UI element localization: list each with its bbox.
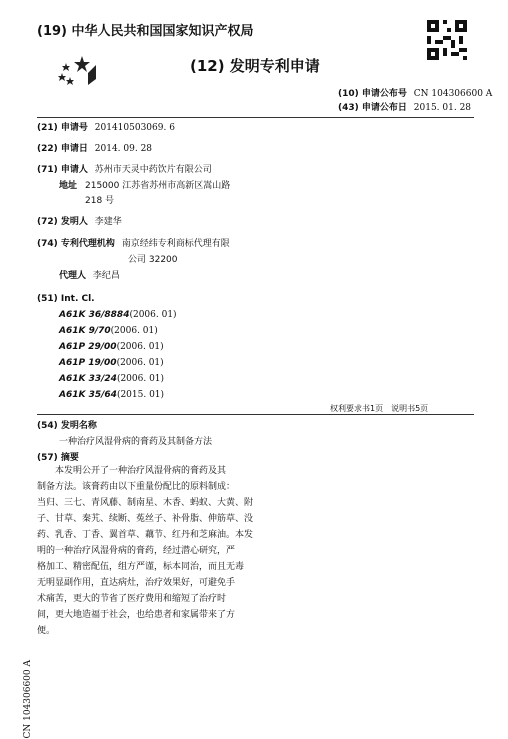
pub-date: 2015. 01. 28 xyxy=(413,103,472,113)
pub-date-row xyxy=(338,102,471,114)
divider-bottom xyxy=(37,414,474,415)
inventor-row xyxy=(37,216,122,228)
ipc-version: (2006. 01) xyxy=(110,326,158,336)
ipc-version: (2006. 01) xyxy=(116,342,164,352)
pub-number-label: (10) 申请公布号 xyxy=(338,89,407,99)
agency-label: (74) 专利代理机构 xyxy=(37,239,115,249)
address-line-1: 215000 江苏省苏州市高新区嵩山路 xyxy=(85,181,231,191)
abstract-line: 制备方法。该膏药由以下重量份配比的原料制成： xyxy=(37,482,236,492)
abstract-line: 无明显副作用，直达病灶，治疗效果好，可避免手 xyxy=(37,578,236,588)
intcl-label: (51) Int. Cl. xyxy=(37,294,95,304)
abstract-line: 子、甘草、秦艽、续断、菟丝子、补骨脂、伸筋草、没 xyxy=(37,514,254,524)
abstract-line: 药、乳香、丁香、翼首草、藕节、红丹和芝麻油。本发 xyxy=(37,530,254,540)
agency-line-1: 南京经纬专利商标代理有限 xyxy=(121,239,230,249)
agency-row xyxy=(37,238,230,250)
ipc-version: (2006. 01) xyxy=(116,358,164,368)
ipc-version: (2006. 01) xyxy=(116,374,165,384)
filing-date: 2014. 09. 28 xyxy=(94,144,153,154)
applicant-row xyxy=(37,164,212,176)
ipc-row xyxy=(59,309,177,321)
ipc-code: A61K 36/8884 xyxy=(59,310,130,320)
office-name: (19) 中华人民共和国国家知识产权局 xyxy=(37,24,254,39)
ipc-code: A61P 19/00 xyxy=(59,358,117,368)
filing-date-label: (22) 申请日 xyxy=(37,144,88,154)
applicant-label: (71) 申请人 xyxy=(37,165,88,175)
agent-row xyxy=(59,270,120,282)
app-number: 201410503069. 6 xyxy=(94,123,175,133)
ipc-row xyxy=(59,341,164,353)
ipc-code: A61K 33/24 xyxy=(59,374,117,384)
ipc-version: (2006. 01) xyxy=(129,310,177,320)
filing-date-row xyxy=(37,143,152,155)
abstract-line: 间，更大地造福于社会，也给患者和家属带来了方 xyxy=(37,610,236,620)
app-number-row xyxy=(37,122,175,134)
side-publication-number: CN 104306600 A xyxy=(23,660,33,739)
abstract-line: 便。 xyxy=(37,626,56,636)
ipc-row xyxy=(59,389,164,401)
ipc-row xyxy=(59,357,164,369)
divider-top xyxy=(37,117,474,118)
address-line-2: 218 号 xyxy=(85,196,115,206)
abstract-line: 当归、三七、青风藤、制南星、木香、蚂蚁、大黄、附 xyxy=(37,498,254,508)
document-kind: (12) 发明专利申请 xyxy=(190,57,320,75)
ipc-code: A61K 35/64 xyxy=(59,390,117,400)
abstract-line: 本发明公开了一种治疗风湿骨病的膏药及其 xyxy=(37,466,227,476)
inventor-label: (72) 发明人 xyxy=(37,217,88,227)
pub-number-row xyxy=(338,88,492,100)
title-label: (54) 发明名称 xyxy=(37,421,97,431)
app-number-label: (21) 申请号 xyxy=(37,123,88,133)
agency-line-2: 公司 32200 xyxy=(128,255,178,265)
pub-number: CN 104306600 A xyxy=(413,89,493,99)
abstract-label: (57) 摘要 xyxy=(37,453,79,463)
abstract-line: 明的一种治疗风湿骨病的膏药，经过潜心研究，严 xyxy=(37,546,236,556)
qr-code xyxy=(427,20,467,60)
applicant: 苏州市天灵中药饮片有限公司 xyxy=(94,165,212,175)
sipo-logo xyxy=(58,53,98,87)
address-label: 地址 xyxy=(59,181,78,191)
ipc-version: (2015. 01) xyxy=(116,390,165,400)
pages-note: 权利要求书1页 说明书5页 xyxy=(330,404,429,413)
abstract-line: 格加工、精密配伍，组方严谨，标本同治，而且无毒 xyxy=(37,562,245,572)
ipc-code: A61K 9/70 xyxy=(59,326,111,336)
inventor: 李建华 xyxy=(94,217,122,227)
pub-date-label: (43) 申请公布日 xyxy=(338,103,407,113)
abstract-text xyxy=(37,463,269,639)
agent-label: 代理人 xyxy=(59,271,87,281)
ipc-row xyxy=(59,325,158,337)
agent: 李纪昌 xyxy=(92,271,120,281)
abstract-line: 术痛苦，更大的节省了医疗费用和缩短了治疗时 xyxy=(37,594,227,604)
ipc-code: A61P 29/00 xyxy=(59,342,117,352)
ipc-row xyxy=(59,373,164,385)
invention-title: 一种治疗风湿骨病的膏药及其制备方法 xyxy=(59,437,213,447)
